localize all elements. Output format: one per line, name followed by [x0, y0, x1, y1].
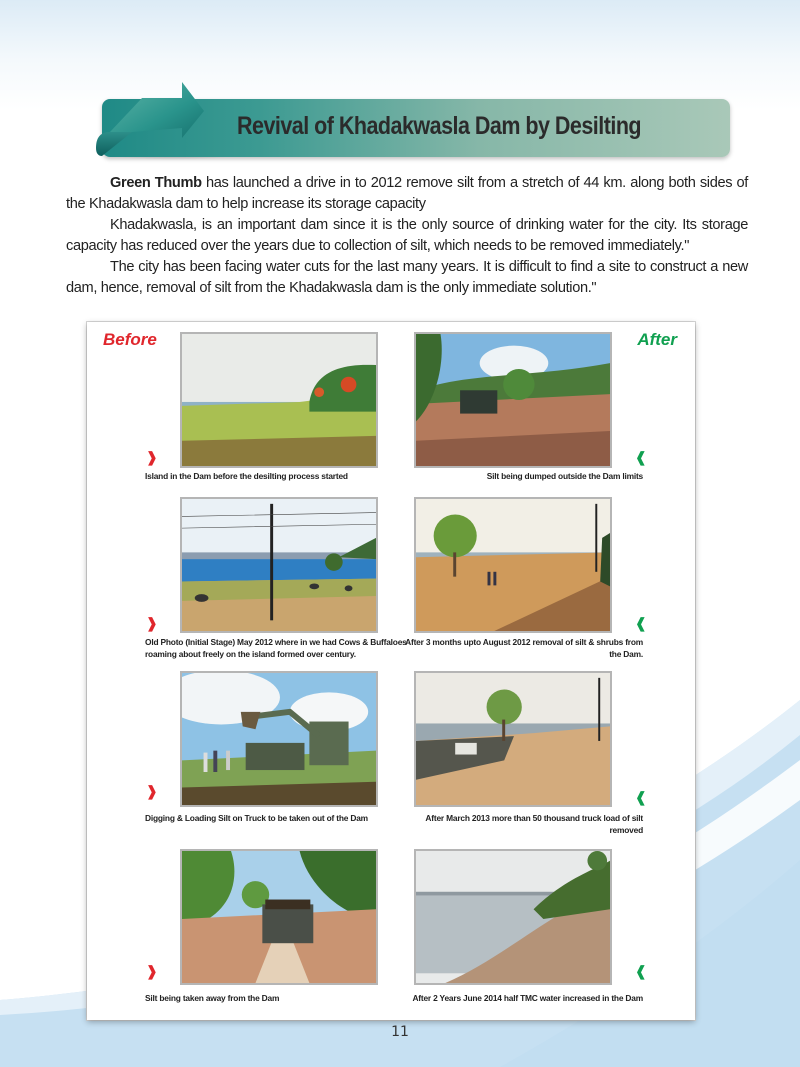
before-caption-4: Silt being taken away from the Dam: [145, 993, 280, 1003]
photo-before-4: [180, 849, 378, 985]
before-after-panel: [87, 322, 695, 1020]
after-marker-icon: ❰: [635, 449, 647, 465]
photo-after-3: [414, 671, 612, 807]
before-caption-2: Old Photo (Initial Stage) May 2012 where in we had Cows & Buffaloes roaming about freely on the island formed over century.: [145, 637, 407, 659]
intro-paragraph-1-text: has launched a drive in to 2012 remove silt from a stretch of 44 km. along both sides of the Khadakwasla dam to help increase its storage capacity: [66, 175, 748, 212]
after-caption-1: Silt being dumped outside the Dam limits: [486, 471, 643, 481]
org-name: Green Thumb: [110, 175, 202, 191]
after-caption-4: After 2 Years June 2014 half TMC water increased in the Dam: [412, 993, 643, 1003]
after-marker-icon: ❰: [635, 615, 647, 631]
after-marker-icon: ❰: [635, 789, 647, 805]
after-caption-2: After 3 months upto August 2012 removal of silt & shrubs from the Dam.: [405, 637, 643, 659]
before-caption-1: Island in the Dam before the desilting process started: [145, 471, 348, 481]
arrow-icon: [92, 78, 232, 160]
intro-paragraph-1: [66, 173, 748, 215]
after-label: After: [637, 330, 677, 349]
photo-after-4: [414, 849, 612, 985]
after-marker-icon: ❰: [635, 963, 647, 979]
intro-paragraph-2: Khadakwasla, is an important dam since it is the only source of drinking water for the city. Its storage capacity has reduced over the years due to collection of silt, which needs to be removed immediately.": [66, 217, 748, 254]
before-label: Before: [103, 330, 157, 349]
before-marker-icon: ❱: [146, 963, 158, 979]
photo-after-2: [414, 497, 612, 633]
before-caption-3: Digging & Loading Silt on Truck to be taken out of the Dam: [145, 813, 368, 823]
before-marker-icon: ❱: [146, 449, 158, 465]
page-title: Revival of Khadakwasla Dam by Desilting: [237, 112, 642, 140]
before-marker-icon: ❱: [146, 615, 158, 631]
intro-text: [66, 173, 748, 299]
photo-after-1: [414, 332, 612, 468]
photo-before-3: [180, 671, 378, 807]
photo-before-1: [180, 332, 378, 468]
photo-before-2: [180, 497, 378, 633]
before-marker-icon: ❱: [146, 783, 158, 799]
page-number: 11: [391, 1024, 409, 1040]
after-caption-3: After March 2013 more than 50 thousand truck load of silt removed: [425, 813, 643, 835]
intro-paragraph-3: The city has been facing water cuts for the last many years. It is difficult to find a site to construct a new dam, hence, removal of silt from the Khadakwasla dam is the only immediate solution.": [66, 259, 748, 296]
